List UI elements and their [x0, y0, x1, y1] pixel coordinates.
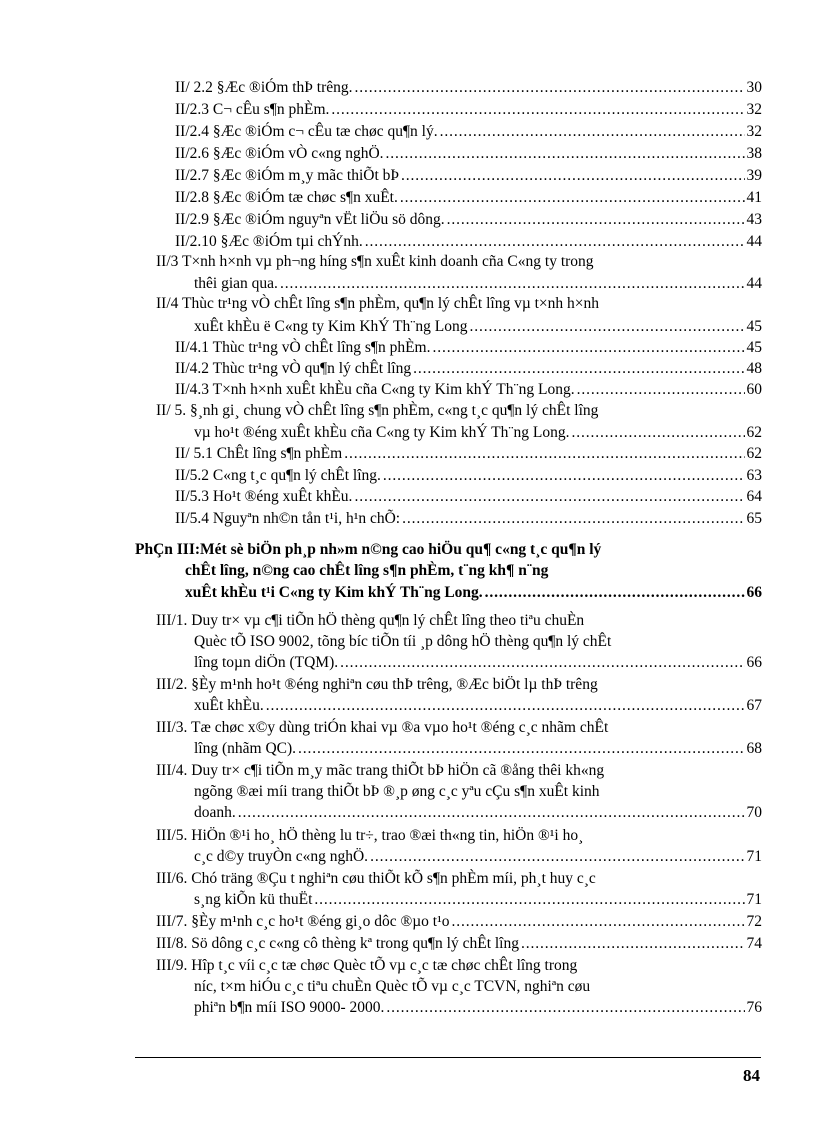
toc-line: [175, 358, 762, 379]
toc-entry-title: III/3. Tæ chøc x©y dùng triÓn khai vµ ®a vµo ho¹t ®éng c¸c nhãm chÊt: [156, 719, 609, 736]
toc-entry-title: Quèc tÕ ISO 9002, tõng bíc tiÕn tíi ¸p dông hÖ thèng qu¶n lý chÊt: [194, 633, 612, 650]
toc-line: [185, 582, 762, 603]
toc-entry-title: II/2.8 §Æc ®iÓm tæ chøc s¶n xuÊt.: [175, 189, 398, 206]
toc-line: [156, 911, 762, 932]
toc-entry-title: níc, t×m hiÓu c¸c tiªu chuÈn Quèc tÕ vµ c¸c TCVN, nghiªn cøu: [194, 978, 591, 995]
toc-page-number: 45: [746, 318, 762, 335]
toc-page-number: 44: [746, 233, 762, 250]
toc-leader-dots: [386, 143, 745, 164]
toc-page-number: 72: [746, 913, 762, 930]
toc-leader-dots: [355, 77, 745, 98]
toc-line: [175, 209, 762, 230]
toc-entry-title: II/2.4 §Æc ®iÓm c¬ cÊu tæ chøc qu¶n lý.: [175, 123, 438, 140]
toc-entry-title: II/2.3 C¬ cÊu s¶n phÈm.: [175, 101, 330, 118]
toc-leader-dots: [238, 802, 745, 823]
toc-line: [175, 443, 762, 464]
toc-line: [194, 738, 762, 759]
toc-line: [175, 379, 762, 400]
toc-page-number: 62: [746, 445, 762, 462]
toc-line: [194, 802, 762, 823]
page-number: 84: [743, 1066, 760, 1085]
toc-entry-title: lîng (nhãm QC).: [194, 740, 297, 757]
toc-entry-title: II/ 5. §¸nh gi¸ chung vÒ chÊt lîng s¶n phÈm, c«ng t¸c qu¶n lý chÊt lîng: [156, 402, 599, 419]
toc-page-number: 71: [746, 848, 762, 865]
toc-entry-title: xuÊt khÈu.: [194, 697, 264, 714]
toc-page-number: 68: [746, 740, 762, 757]
toc-line: [194, 695, 762, 716]
toc-page-number: 71: [746, 891, 762, 908]
footer-divider: [135, 1057, 761, 1058]
toc-entry-title: II/2.10 §Æc ®iÓm tµi chÝnh.: [175, 233, 363, 250]
toc-entry-title: xuÊt khÈu t¹i C«ng ty Kim khÝ Th¨ng Long.: [185, 584, 483, 601]
toc-leader-dots: [470, 316, 745, 337]
toc-page-number: 60: [746, 381, 762, 398]
toc-leader-dots: [340, 652, 744, 673]
toc-entry-title: doanh.: [194, 804, 236, 821]
toc-page-number: 48: [746, 360, 762, 377]
toc-entry-title: III/2. §Èy m¹nh ho¹t ®éng nghiªn cøu thÞ trêng, ®Æc biÖt lµ thÞ trêng: [156, 676, 598, 693]
toc-entry-title: c¸c d©y truyÒn c«ng nghÖ.: [194, 848, 369, 865]
toc-line: [194, 652, 762, 673]
toc-page-number: 45: [746, 339, 762, 356]
toc-line: [175, 486, 762, 507]
toc-entry-title: II/5.4 Nguyªn nh©n tån t¹i, h¹n chÕ:: [175, 510, 401, 527]
toc-line: [175, 99, 762, 120]
toc-entry-title: s¸ng kiÕn kü thuËt: [194, 891, 313, 908]
toc-line: [175, 165, 762, 186]
toc-entry-title: III/5. HiÖn ®¹i ho¸ hÖ thèng lu tr÷, trao ®æi th«ng tin, hiÖn ®¹i ho¸: [156, 827, 584, 844]
toc-leader-dots: [447, 209, 745, 230]
toc-entry-title: thêi gian qua.: [194, 275, 278, 292]
toc-entry-title: III/7. §Èy m¹nh c¸c ho¹t ®éng gi¸o dôc ®µo t¹o: [156, 913, 450, 930]
toc-leader-dots: [344, 443, 744, 464]
toc-line: [194, 889, 762, 910]
toc-page-number: 70: [746, 804, 762, 821]
toc-page-number: 32: [746, 101, 762, 118]
toc-page-number: 63: [746, 467, 762, 484]
toc-line: [194, 997, 762, 1018]
toc-line: [194, 422, 762, 443]
toc-leader-dots: [452, 911, 745, 932]
toc-entry-title: II/3 T×nh h×nh vµ ph¬ng híng s¶n xuÊt kinh doanh cña C«ng ty trong: [156, 253, 594, 270]
toc-leader-dots: [383, 465, 745, 486]
toc-page-number: 67: [746, 697, 762, 714]
toc-line: [156, 933, 762, 954]
toc-entry-title: II/5.3 Ho¹t ®éng xuÊt khÈu.: [175, 488, 353, 505]
toc-page-number: 62: [746, 424, 762, 441]
toc-entry-title: III/4. Duy tr× c¶i tiÕn m¸y mãc trang thiÕt bÞ hiÖn cã ®ång thêi kh«ng: [156, 762, 605, 779]
toc-line: [175, 187, 762, 208]
toc-entry-title: II/ 5.1 ChÊt lîng s¶n phÈm: [175, 445, 343, 462]
toc-leader-dots: [266, 695, 745, 716]
toc-entry-title: II/2.9 §Æc ®iÓm nguyªn vËt liÖu sö dông.: [175, 211, 445, 228]
toc-line: [175, 143, 762, 164]
toc-leader-dots: [413, 358, 744, 379]
toc-leader-dots: [402, 508, 744, 529]
toc-leader-dots: [298, 738, 744, 759]
toc-entry-title: lîng toµn diÖn (TQM).: [194, 654, 339, 671]
toc-line: [175, 465, 762, 486]
toc-leader-dots: [365, 231, 745, 252]
toc-entry-title: II/4.1 Thùc tr¹ng vÒ chÊt lîng s¶n phÈm.: [175, 339, 431, 356]
toc-page-number: 39: [746, 167, 762, 184]
toc-entry-title: II/ 2.2 §Æc ®iÓm thÞ trêng.: [175, 79, 353, 96]
toc-page-number: 76: [746, 999, 762, 1016]
toc-leader-dots: [400, 187, 745, 208]
toc-entry-title: II/2.6 §Æc ®iÓm vÒ c«ng nghÖ.: [175, 145, 384, 162]
toc-entry-title: II/4.2 Thùc tr¹ng vÒ qu¶n lý chÊt lîng: [175, 360, 412, 377]
toc-leader-dots: [521, 933, 745, 954]
toc-leader-dots: [354, 486, 744, 507]
toc-leader-dots: [572, 422, 745, 443]
toc-entry-title: II/5.2 C«ng t¸c qu¶n lý chÊt lîng.: [175, 467, 381, 484]
toc-leader-dots: [386, 997, 744, 1018]
toc-page-number: 65: [746, 510, 762, 527]
toc-page-number: 64: [746, 488, 762, 505]
toc-line: [175, 121, 762, 142]
toc-page-number: 74: [746, 935, 762, 952]
toc-line: [175, 231, 762, 252]
toc-leader-dots: [485, 582, 745, 603]
toc-entry-title: II/4 Thùc tr¹ng vÒ chÊt lîng s¶n phÈm, qu¶n lý chÊt lîng vµ t×nh h×nh: [156, 295, 600, 312]
toc-entry-title: III/8. Sö dông c¸c c«ng cô thèng kª trong qu¶n lý chÊt lîng: [156, 935, 519, 952]
toc-entry-title: III/9. Hîp t¸c víi c¸c tæ chøc Quèc tÕ vµ c¸c tæ chøc chÊt lîng trong: [156, 957, 578, 974]
toc-entry-title: xuÊt khÈu ë C«ng ty Kim KhÝ Th¨ng Long: [194, 318, 468, 335]
toc-entry-title: III/6. Chó träng ®Çu t nghiªn cøu thiÕt kÕ s¶n phÈm míi, ph¸t huy c¸c: [156, 870, 596, 887]
toc-line: [194, 846, 762, 867]
toc-page-number: 43: [746, 211, 762, 228]
toc-page-number: 38: [746, 145, 762, 162]
toc-entry-title: PhÇn III:Mét sè biÖn ph¸p nh»m n©ng cao hiÖu qu¶ c«ng t¸c qu¶n lý: [135, 541, 602, 558]
toc-entry-title: II/2.7 §Æc ®iÓm m¸y mãc thiÕt bÞ: [175, 167, 400, 184]
toc-leader-dots: [370, 846, 744, 867]
toc-entry-title: vµ ho¹t ®éng xuÊt khÈu cña C«ng ty Kim khÝ Th¨ng Long.: [194, 424, 570, 441]
toc-line: [175, 77, 762, 98]
toc-page-number: 41: [746, 189, 762, 206]
toc-leader-dots: [432, 337, 744, 358]
toc-line: [175, 508, 762, 529]
toc-leader-dots: [401, 165, 744, 186]
toc-line: [194, 273, 762, 294]
toc-page-number: 44: [746, 275, 762, 292]
toc-leader-dots: [314, 889, 744, 910]
toc-entry-title: ngõng ®æi míi trang thiÕt bÞ ®¸p øng c¸c yªu cÇu s¶n xuÊt kinh: [194, 783, 600, 800]
toc-leader-dots: [577, 379, 745, 400]
toc-entry-title: chÊt lîng, n©ng cao chÊt lîng s¶n phÈm, t¨ng kh¶ n¨ng: [185, 562, 549, 579]
toc-page-number: 66: [746, 654, 762, 671]
toc-page-number: 30: [746, 79, 762, 96]
toc-leader-dots: [331, 99, 744, 120]
toc-leader-dots: [440, 121, 745, 142]
toc-page-number: 32: [746, 123, 762, 140]
toc-entry-title: II/4.3 T×nh h×nh xuÊt khÈu cña C«ng ty Kim khÝ Th¨ng Long.: [175, 381, 575, 398]
toc-entry-title: phiªn b¶n míi ISO 9000- 2000.: [194, 999, 385, 1016]
toc-line: [175, 337, 762, 358]
toc-line: [194, 316, 762, 337]
toc-leader-dots: [280, 273, 745, 294]
toc-page-number: 66: [746, 584, 762, 601]
toc-entry-title: III/1. Duy tr× vµ c¶i tiÕn hÖ thèng qu¶n lý chÊt lîng theo tiªu chuÈn: [156, 612, 585, 629]
